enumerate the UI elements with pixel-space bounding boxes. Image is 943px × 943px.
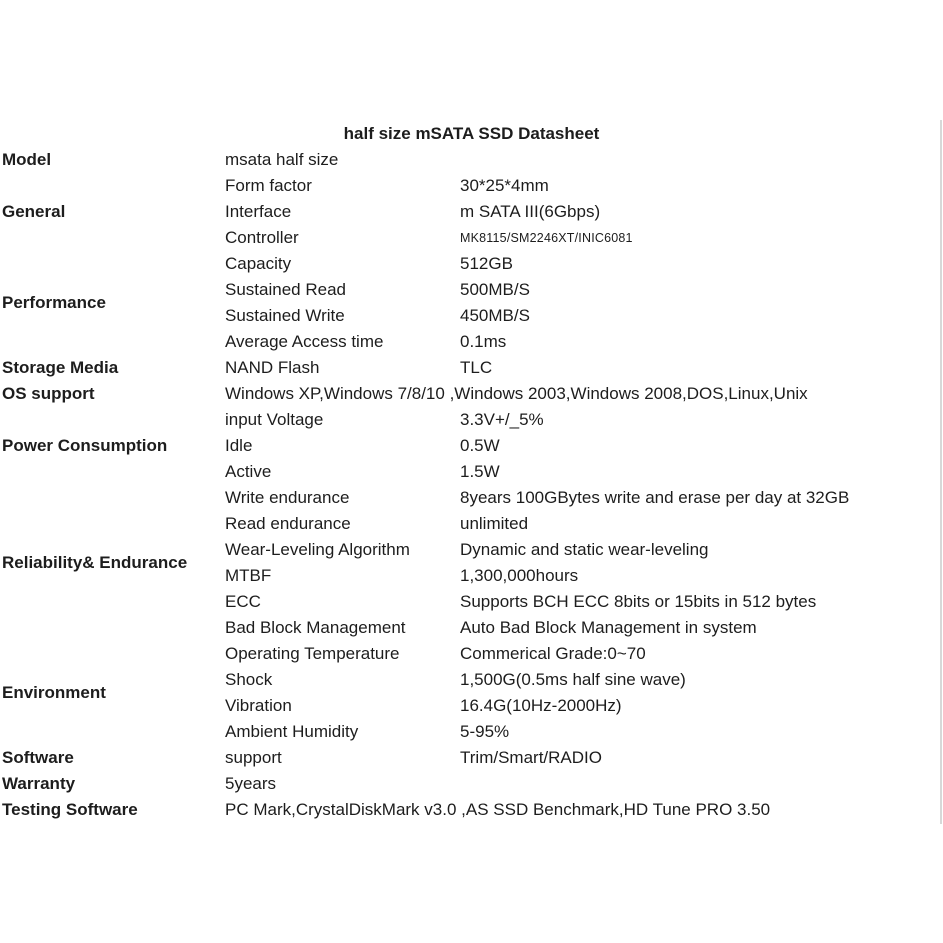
category-label: General	[2, 202, 66, 221]
category-label: Power Consumption	[2, 436, 168, 455]
property-cell: Windows XP,Windows 7/8/10 ,Windows 2003,Windows 2008,DOS,Linux,Unix	[225, 384, 808, 403]
page-title: half size mSATA SSD Datasheet	[343, 124, 600, 143]
spec-row	[225, 459, 943, 485]
spec-row	[225, 589, 943, 615]
spec-row	[225, 147, 943, 173]
spec-group	[2, 407, 943, 485]
spec-row	[225, 485, 943, 511]
value-cell: 512GB	[460, 254, 513, 273]
value-cell: 1,300,000hours	[460, 566, 579, 585]
value-cell: Auto Bad Block Management in system	[460, 618, 757, 637]
spec-row	[225, 277, 943, 303]
property-cell: Write endurance	[225, 488, 350, 507]
category-label: Software	[2, 748, 74, 767]
property-cell: Shock	[225, 670, 273, 689]
value-cell: Trim/Smart/RADIO	[460, 748, 602, 767]
spec-row	[225, 641, 943, 667]
spec-rows	[225, 641, 943, 745]
spec-row	[225, 537, 943, 563]
value-cell	[460, 147, 943, 173]
spec-rows	[225, 745, 943, 771]
spec-group	[2, 355, 943, 381]
spec-row	[225, 407, 943, 433]
spec-row	[225, 615, 943, 641]
value-cell	[857, 797, 943, 823]
category-label: Reliability& Endurance	[2, 553, 188, 572]
spec-rows	[225, 251, 943, 355]
property-cell: Capacity	[225, 254, 292, 273]
spec-row	[225, 199, 943, 225]
value-cell: 5-95%	[460, 722, 510, 741]
spec-rows	[225, 407, 943, 485]
property-cell: Sustained Write	[225, 306, 345, 325]
spec-row	[225, 667, 943, 693]
spec-group	[2, 745, 943, 771]
spec-group	[2, 173, 943, 251]
datasheet-table	[2, 147, 943, 823]
value-cell: MK8115/SM2246XT/INIC6081	[460, 231, 633, 245]
value-cell: 450MB/S	[460, 306, 530, 325]
property-cell: Vibration	[225, 696, 292, 715]
spec-row	[225, 771, 943, 797]
property-cell: Ambient Humidity	[225, 722, 359, 741]
spec-row	[225, 433, 943, 459]
category-label: Model	[2, 150, 52, 169]
category-label: Environment	[2, 683, 106, 702]
value-cell: 16.4G(10Hz-2000Hz)	[460, 696, 622, 715]
spec-row	[225, 303, 943, 329]
property-cell: input Voltage	[225, 410, 324, 429]
property-cell: Active	[225, 462, 272, 481]
value-cell: unlimited	[460, 514, 529, 533]
spec-row	[225, 251, 943, 277]
value-cell	[460, 771, 943, 797]
category-label: Testing Software	[2, 800, 138, 819]
value-cell: m SATA III(6Gbps)	[460, 202, 601, 221]
spec-group	[2, 381, 943, 407]
property-cell: PC Mark,CrystalDiskMark v3.0 ,AS SSD Benchmark,HD Tune PRO 3.50	[225, 800, 771, 819]
property-cell: support	[225, 748, 282, 767]
spec-group	[2, 485, 943, 641]
property-cell: Average Access time	[225, 332, 384, 351]
spec-row	[225, 329, 943, 355]
spec-group	[2, 147, 943, 173]
spec-row	[225, 693, 943, 719]
property-cell: Idle	[225, 436, 253, 455]
property-cell: Wear-Leveling Algorithm	[225, 540, 410, 559]
property-cell: Bad Block Management	[225, 618, 406, 637]
value-cell: 1.5W	[460, 462, 500, 481]
value-cell	[875, 381, 943, 407]
value-cell: 0.5W	[460, 436, 500, 455]
spec-row	[225, 173, 943, 199]
property-cell: ECC	[225, 592, 261, 611]
property-cell: Operating Temperature	[225, 644, 400, 663]
value-cell: 3.3V+/_5%	[460, 410, 544, 429]
category-label: Warranty	[2, 774, 76, 793]
property-cell: Interface	[225, 202, 292, 221]
spec-row	[225, 381, 943, 407]
value-cell: Dynamic and static wear-leveling	[460, 540, 709, 559]
property-cell: 5years	[225, 774, 277, 793]
value-cell: 0.1ms	[460, 332, 507, 351]
property-cell: Read endurance	[225, 514, 351, 533]
value-cell: 8years 100GBytes write and erase per day at 32GB	[460, 488, 850, 507]
spec-group	[2, 251, 943, 355]
spec-rows	[225, 485, 943, 641]
spec-group	[2, 771, 943, 797]
spec-rows	[225, 147, 943, 173]
value-cell: Supports BCH ECC 8bits or 15bits in 512 bytes	[460, 592, 817, 611]
value-cell: 1,500G(0.5ms half sine wave)	[460, 670, 686, 689]
spec-row	[225, 745, 943, 771]
property-cell: Controller	[225, 228, 299, 247]
spec-rows	[225, 381, 943, 407]
value-cell: 30*25*4mm	[460, 176, 549, 195]
spec-rows	[225, 771, 943, 797]
value-cell: TLC	[460, 358, 493, 377]
property-cell: NAND Flash	[225, 358, 320, 377]
spec-rows	[225, 173, 943, 251]
spec-rows	[225, 355, 943, 381]
category-label: Storage Media	[2, 358, 119, 377]
spec-row	[225, 225, 943, 251]
value-cell: 500MB/S	[460, 280, 530, 299]
spec-group	[2, 797, 943, 823]
value-cell: Commerical Grade:0~70	[460, 644, 646, 663]
spec-row	[225, 511, 943, 537]
property-cell: msata half size	[225, 150, 339, 169]
spec-rows	[225, 797, 943, 823]
spec-row	[225, 355, 943, 381]
property-cell: Sustained Read	[225, 280, 346, 299]
property-cell: MTBF	[225, 566, 272, 585]
page-edge-divider	[940, 120, 942, 824]
spec-row	[225, 719, 943, 745]
property-cell: Form factor	[225, 176, 312, 195]
category-label: OS support	[2, 384, 95, 403]
spec-group	[2, 641, 943, 745]
spec-row	[225, 797, 943, 823]
category-label: Performance	[2, 293, 106, 312]
spec-row	[225, 563, 943, 589]
